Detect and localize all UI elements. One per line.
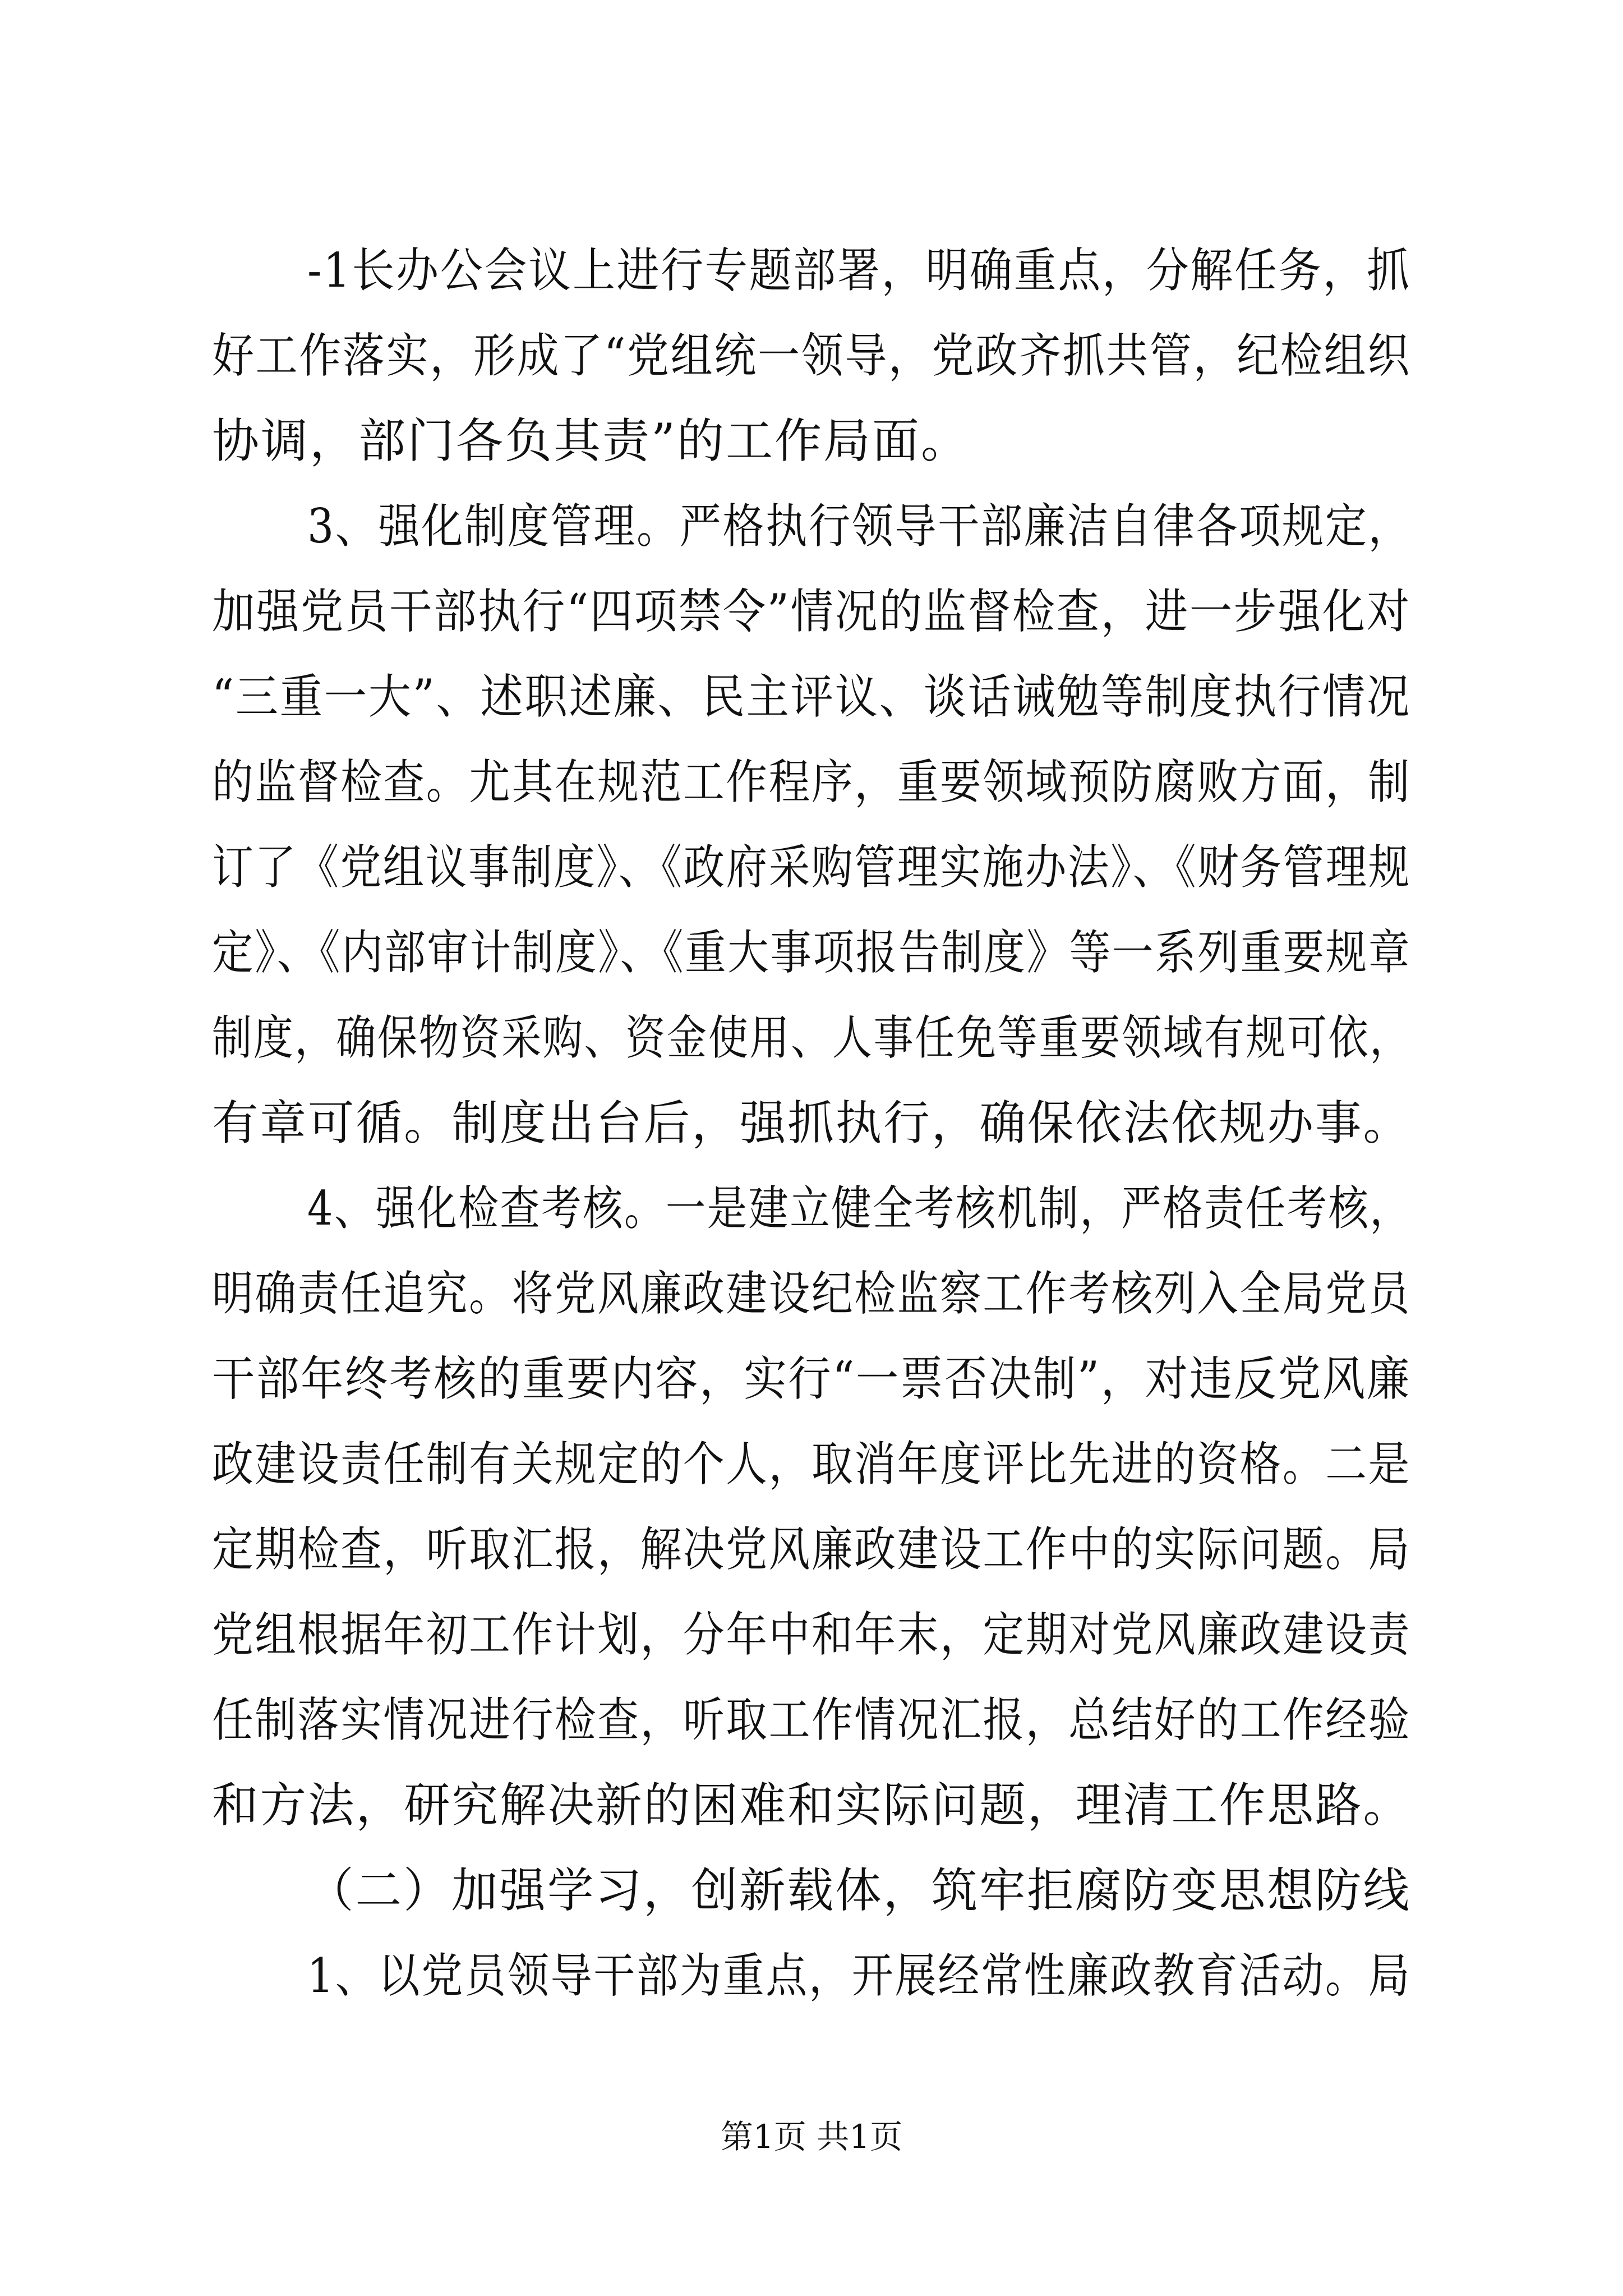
text-line: 有章可循。制度出台后，强抓执行，确保依法依规办事。 <box>212 1096 1412 1151</box>
text-line: 好工作落实，形成了“党组统一领导，党政齐抓共管，纪检组织 <box>212 328 1411 383</box>
text-line: 定期检查，听取汇报，解决党风廉政建设工作中的实际问题。局 <box>212 1522 1412 1577</box>
text-line: 订了《党组议事制度》、《政府采购管理实施办法》、《财务管理规 <box>212 840 1412 895</box>
text-line: 1、以党员领导干部为重点，开展经常性廉政教育活动。局 <box>307 1948 1412 2003</box>
text-line: （二）加强学习，创新载体，筑牢拒腐防变思想防线 <box>307 1863 1412 1918</box>
text-line: 党组根据年初工作计划，分年中和年末，定期对党风廉政建设责 <box>212 1607 1412 1662</box>
text-line: 制度，确保物资采购、资金使用、人事任免等重要领域有规可依， <box>212 1010 1412 1065</box>
text-line: 协调，部门各负其责”的工作局面。 <box>212 413 970 468</box>
text-line: 干部年终考核的重要内容，实行“一票否决制”，对违反党风廉 <box>212 1351 1411 1406</box>
text-line: 明确责任追究。将党风廉政建设纪检监察工作考核列入全局党员 <box>212 1266 1412 1321</box>
text-line: 加强党员干部执行“四项禁令”情况的监督检查，进一步强化对 <box>212 584 1411 639</box>
text-line: “三重一大”、述职述廉、民主评议、谈话诫勉等制度执行情况 <box>212 669 1411 724</box>
text-line: 4、强化检查考核。一是建立健全考核机制，严格责任考核， <box>307 1181 1412 1236</box>
text-line: 定》、《内部审计制度》、《重大事项报告制度》等一系列重要规章 <box>212 925 1412 980</box>
page-footer: 第1页 共1页 <box>720 2118 903 2156</box>
text-line: 的监督检查。尤其在规范工作程序，重要领域预防腐败方面，制 <box>212 754 1412 809</box>
text-line: 任制落实情况进行检查，听取工作情况汇报，总结好的工作经验 <box>212 1692 1412 1747</box>
text-line: 政建设责任制有关规定的个人，取消年度评比先进的资格。二是 <box>212 1437 1412 1492</box>
text-line: 和方法，研究解决新的困难和实际问题，理清工作思路。 <box>212 1778 1412 1833</box>
text-line: 3、强化制度管理。严格执行领导干部廉洁自律各项规定， <box>307 499 1412 554</box>
text-line: -1长办公会议上进行专题部署，明确重点，分解任务，抓 <box>307 243 1411 298</box>
